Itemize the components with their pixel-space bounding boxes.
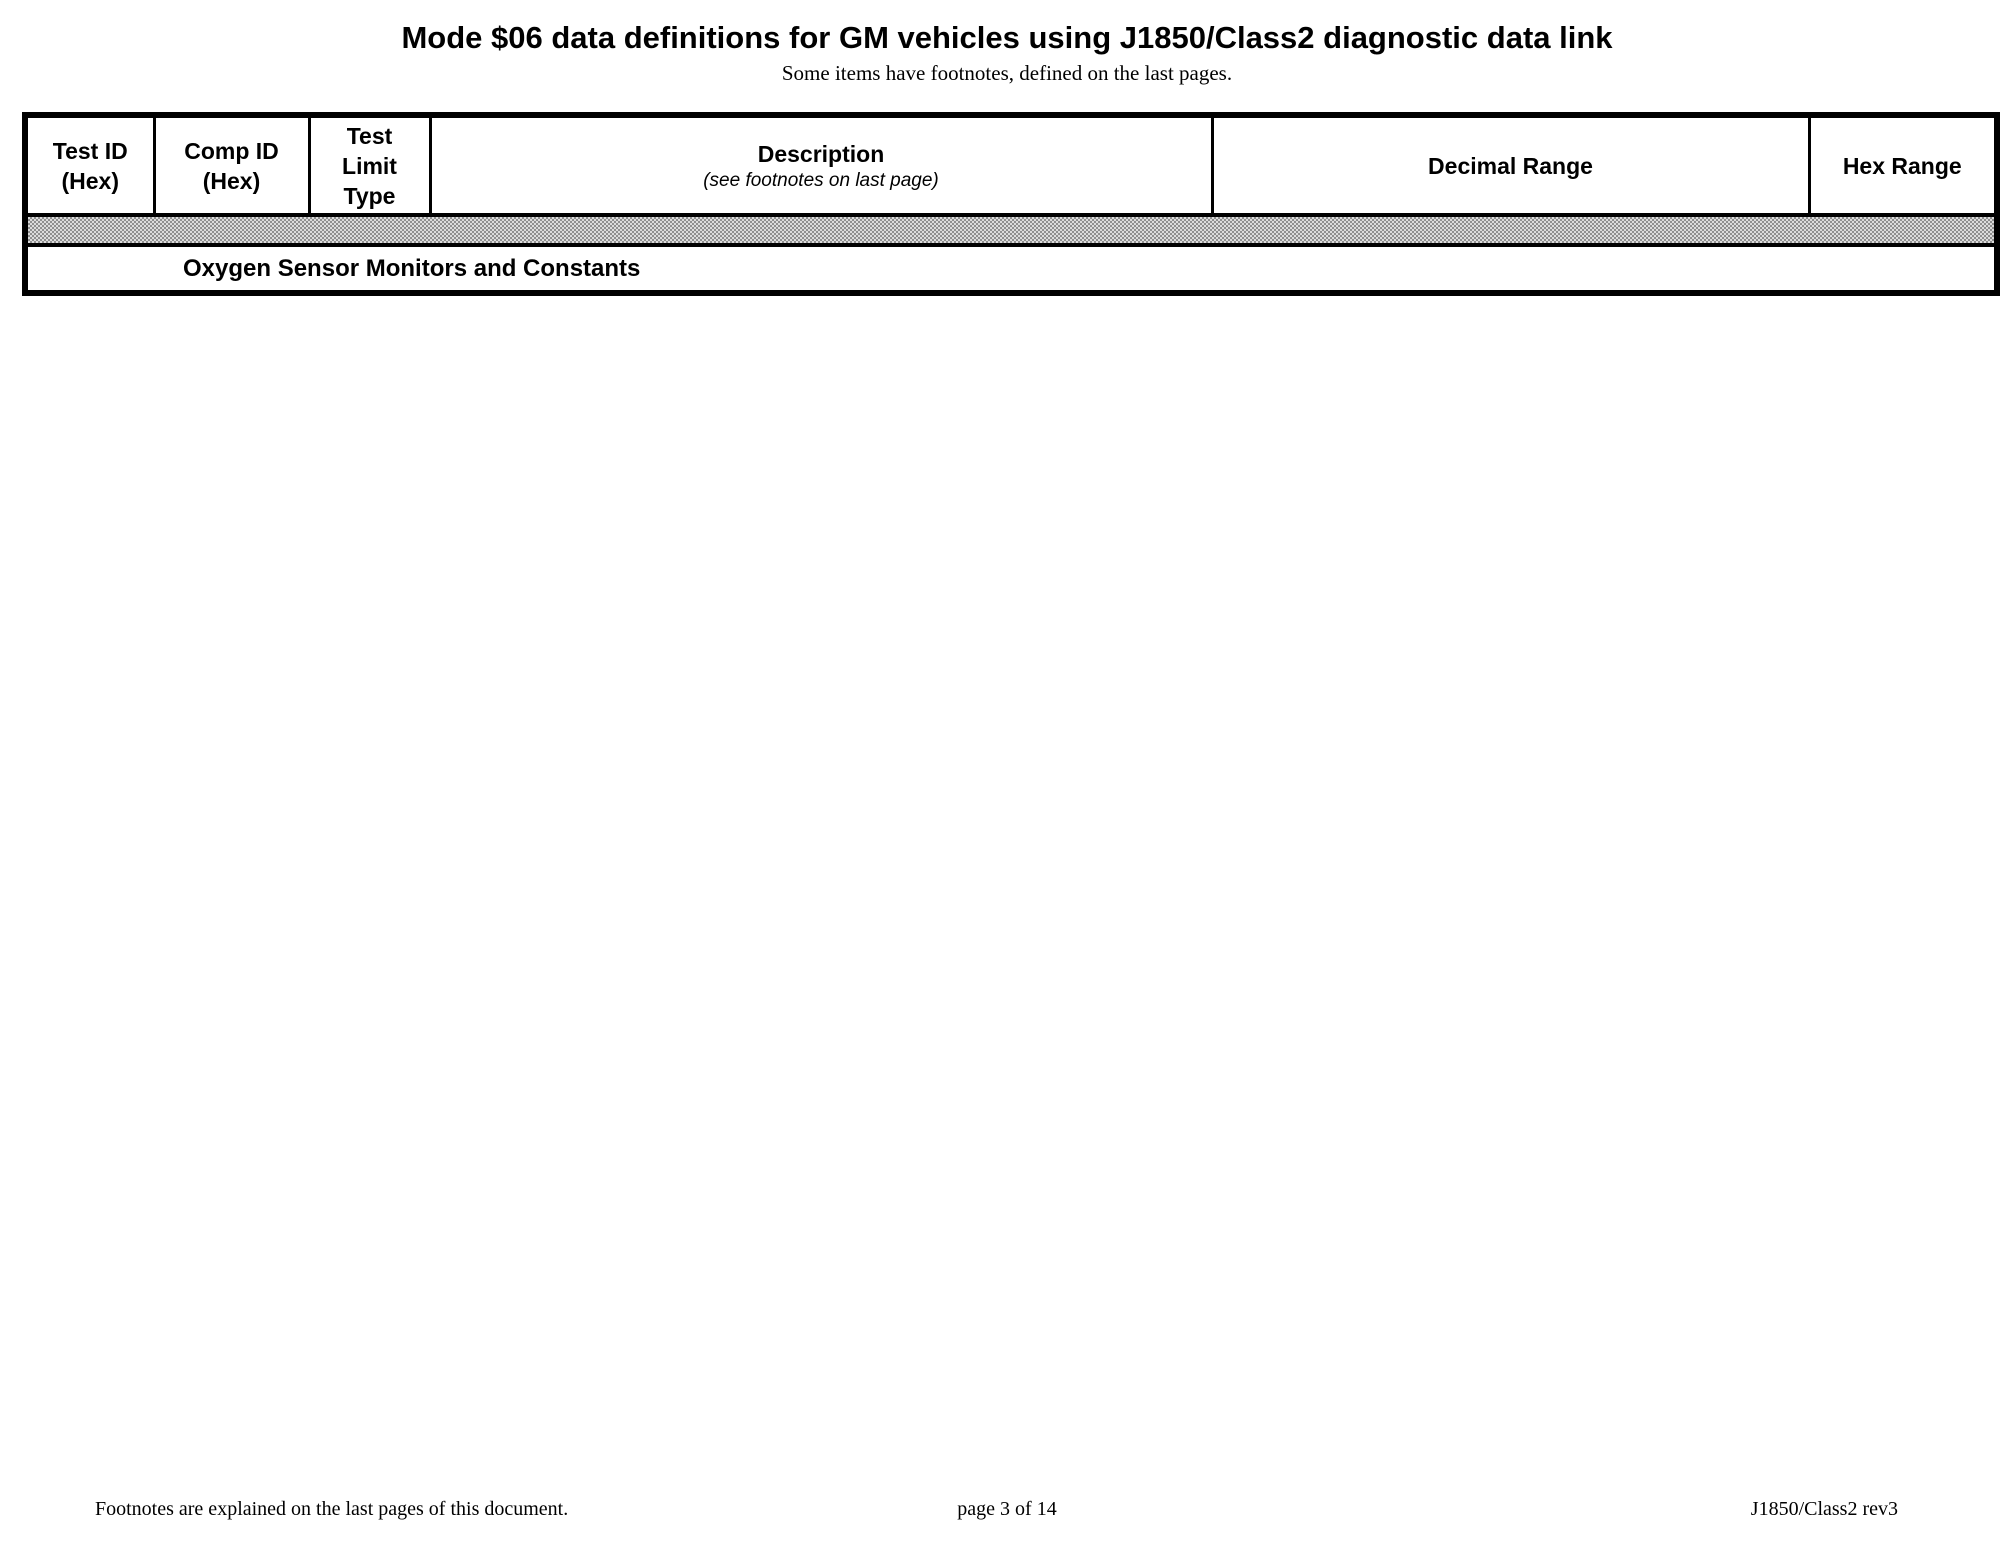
header-text: Comp ID — [184, 137, 279, 164]
doc-revision: J1850/Class2 rev3 — [1750, 1498, 1898, 1520]
page-number: page 3 of 14 — [957, 1498, 1057, 1520]
data-definitions-table — [22, 112, 2000, 296]
table-header-row — [25, 115, 1997, 215]
header-text: Description — [757, 140, 885, 167]
separator-band-fill — [25, 215, 1997, 245]
column-header-decimal-range — [1212, 115, 1809, 215]
footnote-notice: Footnotes are explained on the last pages of this document. — [95, 1498, 569, 1520]
header-text: Type — [343, 182, 396, 209]
header-text: Test — [346, 122, 393, 149]
table-body — [25, 215, 1997, 293]
column-header-test-limit-type — [309, 115, 430, 215]
header-subtext: (see footnotes on last page) — [703, 169, 939, 191]
header-text: (Hex) — [61, 167, 119, 194]
column-header-description — [430, 115, 1212, 215]
column-header-test-id — [25, 115, 154, 215]
header-text: (Hex) — [202, 167, 261, 194]
section-title: Oxygen Sensor Monitors and Constants — [25, 245, 1997, 293]
page-subtitle: Some items have footnotes, defined on the last pages. — [781, 61, 1233, 85]
header-text: Limit — [342, 152, 397, 179]
column-header-comp-id — [154, 115, 309, 215]
separator-band — [25, 215, 1997, 245]
column-header-hex-range — [1809, 115, 1997, 215]
header-text: Hex Range — [1842, 152, 1962, 179]
header-text: Decimal Range — [1428, 152, 1593, 179]
page-footer — [0, 1498, 2014, 1528]
header-text: Test ID — [52, 137, 128, 164]
section-header-row — [25, 245, 1997, 293]
page-title: Mode $06 data definitions for GM vehicles using J1850/Class2 diagnostic data link — [401, 20, 1613, 55]
